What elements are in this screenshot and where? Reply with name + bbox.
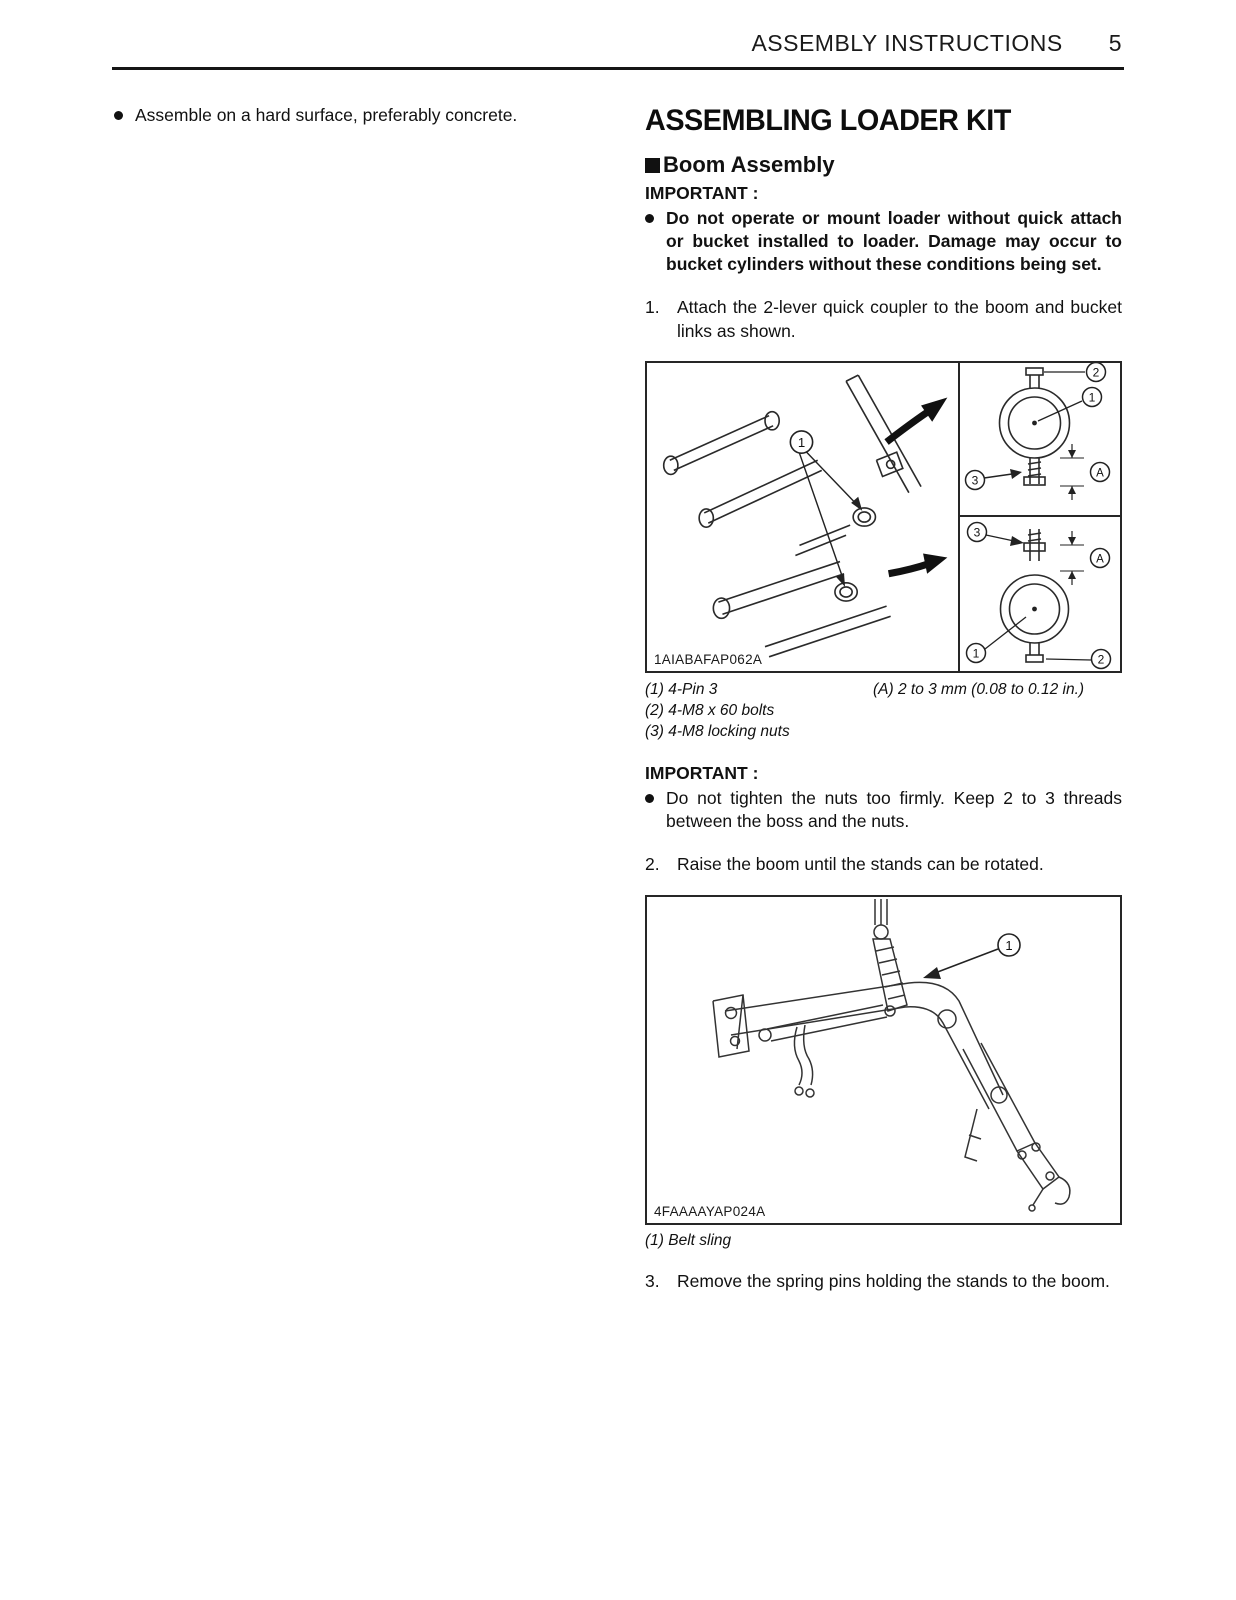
legend-item: (A) 2 to 3 mm (0.08 to 0.12 in.) [873,681,1085,699]
header-rule [112,67,1124,70]
lower-pin-boss [835,583,857,601]
figure-2-inner [647,897,1120,1223]
callout-3-badge [966,469,1023,490]
legend-item: (1) 4-Pin 3 [645,681,718,699]
pin-boss-detail-bottom-illustration [960,517,1120,671]
bullet-dot-icon [645,794,654,803]
callout-1-badge [790,431,862,587]
step-1-text: Attach the 2-lever quick coupler to the boom and bucket links as shown. [677,297,1122,341]
subsection-title [645,152,1122,178]
left-column [114,104,585,1293]
detail-arrow-upper [887,398,948,443]
bullet-dot-icon [645,214,654,223]
figure-2-code: 4FAAAAYAP024A [654,1203,766,1219]
step-3-text: Remove the spring pins holding the stands to the boom. [677,1270,1110,1291]
detail-top-line-art [1000,368,1070,485]
callout-1-badge [1038,388,1102,422]
callout-2-label: 2 [1097,652,1105,667]
figure-2 [645,895,1122,1225]
linkage-line-art [664,375,921,657]
square-bullet-icon [645,158,660,173]
important-bullet-2-text: Do not tighten the nuts too firmly. Keep 2 to 3 threads between the boss and the nuts. [666,787,1122,832]
important-label-2: IMPORTANT : [645,762,759,783]
upper-pin-boss [853,508,875,526]
legend-item: (2) 4-M8 x 60 bolts [645,702,775,720]
figure-1-detail-bottom [960,517,1120,671]
callout-2-badge [1046,650,1111,669]
callout-a-label: A [1096,467,1104,480]
sling-line-art [873,899,907,1011]
figure-1-detail-column [958,363,1120,671]
callout-1-label: 1 [972,646,980,661]
callout-1-label: 1 [1088,390,1096,405]
page-columns [0,104,1236,1293]
step-1 [645,296,1122,343]
figure-1-legend-left [645,680,873,743]
figure-1-legend-right [873,680,1122,743]
important-label-1: IMPORTANT : [645,183,759,203]
figure-2-legend: (1) Belt sling [645,1231,732,1249]
figure-1-detail-top [960,363,1120,517]
step-3-number: 3. [645,1270,660,1291]
figure-1-legend [645,680,1122,743]
surface-note-text: Assemble on a hard surface, preferably concrete. [135,105,518,125]
figure-1-linkage-panel [647,363,958,671]
pin-boss-detail-top-illustration [960,363,1120,515]
step-3 [645,1270,1122,1293]
step-2-number: 2. [645,854,660,875]
step-1-number: 1. [645,297,660,318]
dimension-a [1060,531,1110,585]
step-2-text: Raise the boom until the stands can be rotated. [677,854,1044,875]
callout-1-label: 1 [797,435,806,451]
important-bullet-1 [645,207,1122,276]
surface-note-bullet [114,104,585,127]
subsection-title-text: Boom Assembly [663,152,835,177]
callout-3-label: 3 [971,473,979,488]
callout-2-label: 2 [1092,365,1100,380]
bullet-dot-icon [114,111,123,120]
important-bullet-2 [645,787,1122,833]
callout-3-label: 3 [973,525,981,540]
figure-1-code: 1AIABAFAP062A [654,652,763,668]
boom-line-art [713,982,1070,1211]
important-bullet-1-text: Do not operate or mount loader without quick attach or bucket installed to loader. Damage may occur to bucket cylinders without these conditions being set. [666,208,1122,275]
dimension-a [1060,444,1110,500]
detail-arrow-lower [889,554,948,574]
header-title: ASSEMBLY INSTRUCTIONS [751,30,1063,56]
figure-1-inner [647,363,1120,671]
detail-bottom-line-art [1001,529,1069,662]
callout-1-label: 1 [1005,937,1013,953]
section-title: ASSEMBLING LOADER KIT [645,104,1011,137]
figure-1 [645,361,1122,673]
callout-1-badge [923,934,1020,979]
callout-2-badge [1044,363,1106,382]
boom-sling-illustration [647,897,1120,1223]
right-column [645,104,1122,1293]
header-page-number: 5 [1108,30,1122,56]
callout-1-badge [967,617,1027,663]
page-header [0,0,1236,57]
callout-a-label: A [1096,553,1104,566]
step-2 [645,853,1122,876]
legend-item: (3) 4-M8 locking nuts [645,723,790,740]
callout-3-badge [968,523,1025,547]
coupler-linkage-illustration [647,363,958,671]
